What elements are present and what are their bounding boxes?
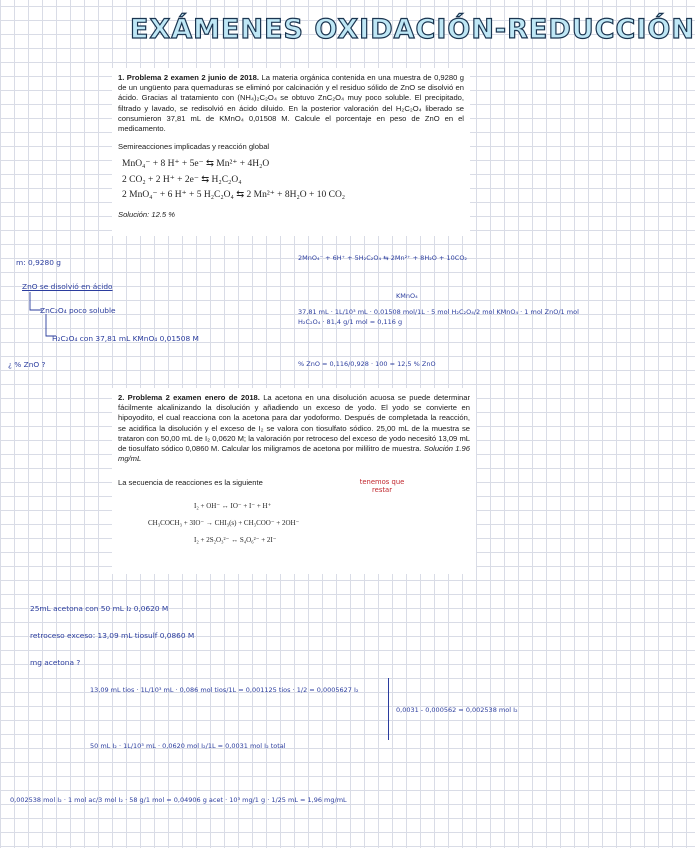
problem-1-solution: Solución: 12.5 % [118, 210, 175, 220]
note-mass: m: 0,9280 g [16, 258, 61, 267]
note2-line-5b: 0,0031 - 0,000562 = 0,002538 mol I₂ [396, 706, 518, 714]
problem-1-box [112, 68, 470, 236]
bracket-line [388, 678, 389, 740]
problem-2-text: La acetona en una disolución acuosa se puede determinar fácilmente alcalinizando la disolución y añadiendo un exceso de yodo. El yodo se convierte en hipoyodito, el cual reacciona con la acetona para dar yodoformo. Después de completada la reacción, se acidifica la disolución y el exceso de I₂ se valora con tiosulfato sódico. 25,00 mL de la muestra se trataron con 50,00 mL de I₂ 0,0620 M; la valoración por retroceso del exceso de yodo necesitó 13,09 mL de tiosulfato sódico 0,0860 M. Calcular los miligramos de acetona por mililitro de muestra. [118, 393, 470, 454]
problem-1-heading: 1. Problema 2 examen 2 junio de 2018. [118, 73, 259, 82]
page-title: EXÁMENES OXIDACIÓN-REDUCCIÓN [130, 14, 695, 45]
note2-line-1: 25mL acetona con 50 mL I₂ 0,0620 M [30, 604, 169, 613]
problem-2-statement [118, 393, 470, 464]
problem-1-statement [118, 73, 464, 134]
note-calc-top: KMnO₄ [396, 292, 418, 300]
problem-2-box [112, 388, 476, 574]
step-arrows [26, 290, 66, 350]
note2-line-5: 50 mL I₂ · 1L/10³ mL · 0,0620 mol I₂/1L = 0,0031 mol I₂ total [90, 742, 286, 750]
note-step-1: ZnO se disolvió en ácido [22, 282, 113, 291]
reaction-b: CH₃COCH₃ + 3IO⁻ → CHI₃(s) + CH₃COO⁻ + 2OH⁻ [148, 518, 300, 527]
note2-line-6: 0,002538 mol I₂ · 1 mol ac/3 mol I₂ · 58 g/1 mol = 0,04906 g acet · 10³ mg/1 g · 1/25 mL = 1,96 mg/mL [10, 796, 347, 804]
reaction-1: MnO₄⁻ + 8 H⁺ + 5e⁻ ⇆ Mn²⁺ + 4H₂O [122, 159, 270, 170]
note2-line-4: 13,09 mL tios · 1L/10³ mL · 0,086 mol tios/1L = 0,001125 tios · 1/2 = 0,0005627 I₂ [90, 686, 359, 694]
note-reaction: 2MnO₄⁻ + 6H⁺ + 5H₂C₂O₄ ⇆ 2Mn²⁺ + 8H₂O + 10CO₂ [298, 254, 468, 262]
reaction-2: 2 CO₂ + 2 H⁺ + 2e⁻ ⇆ H₂C₂O₄ [122, 174, 242, 185]
note2-line-3: mg acetona ? [30, 658, 81, 667]
note-calc: 37,81 mL · 1L/10³ mL · 0,01508 mol/1L · 5 mol H₂C₂O₄/2 mol KMnO₄ · 1 mol ZnO/1 mol H₂C₂O₄ · 81,4 g/1 mol = 0,116 g [298, 308, 579, 326]
sequence-label: La secuencia de reacciones es la siguiente [118, 478, 263, 488]
problem-1-subheading: Semireacciones implicadas y reacción global [118, 142, 270, 152]
problem-2-heading: 2. Problema 2 examen enero de 2018. [118, 393, 260, 402]
reaction-a: I₂ + OH⁻ ↔ IO⁻ + I⁻ + H⁺ [194, 501, 272, 510]
note-question: ¿ % ZnO ? [8, 360, 46, 369]
note-percent: % ZnO = 0,116/0,928 · 100 = 12,5 % ZnO [298, 360, 436, 368]
problem-1-text: La materia orgánica contenida en una muestra de 0,9280 g de un ungüento para quemaduras se eliminó por calcinación y el residuo sólido de ZnO se disolvió en ácido. Gracias al tratamiento con (NH₄)₂C₂O₄ se obtuvo ZnC₂O₄ muy poco soluble. El precipitado, filtrado y lavado, se redisolvió en ácido diluido. En la posterior valoración del H₂C₂O₄ liberado se consumieron 37,81 mL de KMnO₄ 0,01508 M. Calcule el porcentaje en peso de ZnO en el medicamento. [118, 73, 464, 134]
note-step-2: ZnC₂O₄ poco soluble [40, 306, 116, 315]
note-step-3: H₂C₂O₄ con 37,81 mL KMnO₄ 0,01508 M [52, 334, 199, 343]
reaction-c: I₂ + 2S₂O₃²⁻ ↔ S₄O₆²⁻ + 2I⁻ [194, 536, 277, 545]
red-annotation: tenemos que restar [359, 478, 405, 494]
reaction-3: 2 MnO₄⁻ + 6 H⁺ + 5 H₂C₂O₄ ⇆ 2 Mn²⁺ + 8H₂O + 10 CO₂ [122, 189, 346, 200]
problem-2-solution: Solución 1.96 mg/mL [118, 444, 470, 464]
note2-line-2: retroceso exceso: 13,09 mL tiosulf 0,0860 M [30, 631, 195, 640]
